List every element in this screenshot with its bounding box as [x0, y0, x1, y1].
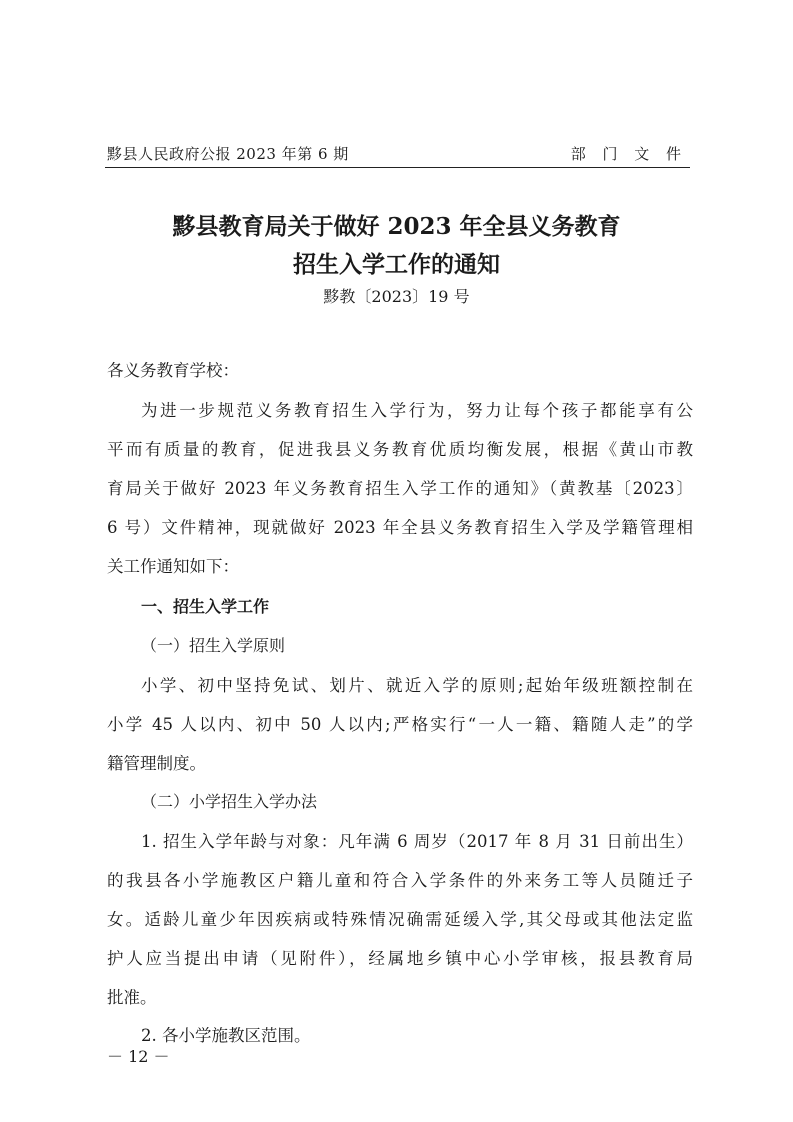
item-line: 1. 招生入学年龄与对象：凡年满 6 周岁（2017 年 8 月 31 日前出生）	[141, 832, 693, 851]
principle-line: 小学 45 人以内、初中 50 人以内;严格实行“一人一籍、籍随人走”的学	[107, 715, 693, 734]
item-line: 批准。	[107, 988, 157, 1007]
intro-line: 育局关于做好 2023 年义务教育招生入学工作的通知》（黄教基〔2023〕	[107, 479, 693, 498]
intro-line: 为进一步规范义务教育招生入学行为，努力让每个孩子都能享有公	[141, 401, 693, 420]
item-line: 的我县各小学施教区户籍儿童和符合入学条件的外来务工等人员随迁子	[107, 871, 693, 890]
page-number: － 12 －	[107, 1047, 170, 1066]
publication-header: 黟县人民政府公报 2023 年第 6 期	[107, 145, 349, 163]
intro-line: 平而有质量的教育，促进我县义务教育优质均衡发展，根据《黄山市教	[107, 440, 693, 459]
intro-line: 6 号）文件精神，现就做好 2023 年全县义务教育招生入学及学籍管理相	[107, 518, 693, 537]
subsection-heading: （二）小学招生入学办法	[141, 792, 318, 811]
item-line: 2. 各小学施教区范围。	[141, 1026, 311, 1045]
principle-line: 小学、初中坚持免试、划片、就近入学的原则;起始年级班额控制在	[141, 676, 693, 695]
item-line: 护人应当提出申请（见附件），经属地乡镇中心小学审核，报县教育局	[107, 949, 693, 968]
document-number: 黟教〔2023〕19 号	[323, 287, 470, 306]
principle-line: 籍管理制度。	[107, 754, 206, 773]
section-heading: 一、招生入学工作	[141, 597, 270, 616]
header-divider	[105, 167, 690, 168]
document-title-line-1: 黟县教育局关于做好 2023 年全县义务教育	[172, 213, 621, 240]
document-title-line-2: 招生入学工作的通知	[293, 251, 500, 278]
salutation: 各义务教育学校：	[107, 361, 239, 380]
item-line: 女。适龄儿童少年因疾病或特殊情况确需延缓入学,其父母或其他法定监	[107, 910, 693, 929]
section-header: 部 门 文 件	[570, 145, 687, 163]
intro-line: 关工作通知如下：	[107, 557, 239, 576]
subsection-heading: （一）招生入学原则	[141, 636, 286, 655]
